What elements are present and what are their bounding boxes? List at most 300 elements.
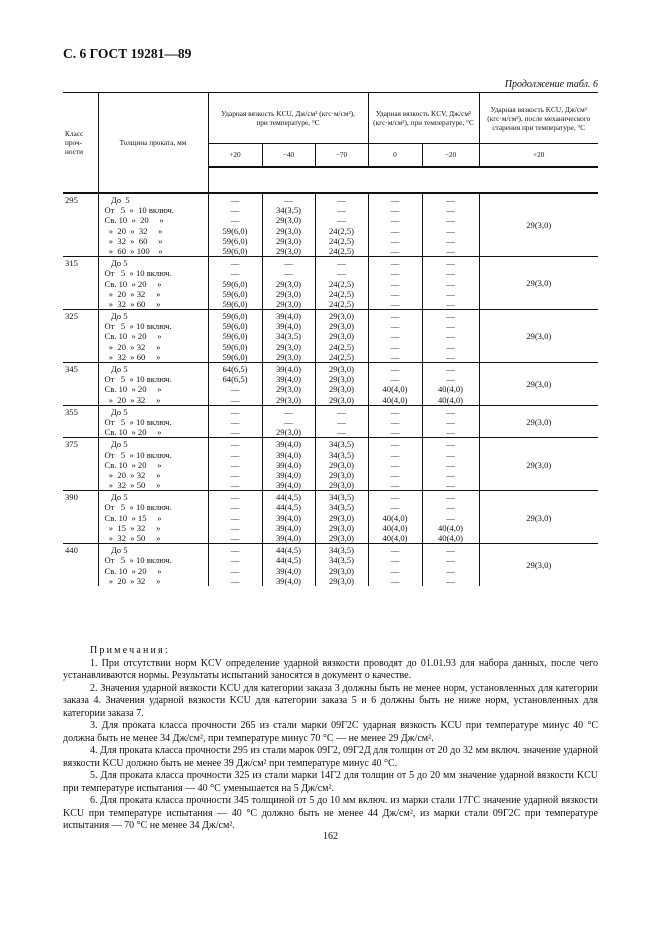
thickness-cell [98,438,208,491]
impact-value: — [230,449,240,460]
impact-value: — [390,268,400,279]
impact-value: 29(3,0) [328,533,355,543]
impact-value: 29(3,0) [328,364,355,374]
aged-impact-value: 29(3,0) [526,560,552,571]
impact-value: 40(4,0) [382,533,408,543]
impact-value: 34(3,5) [328,449,355,460]
strength-class: 390 [65,492,78,503]
impact-value: — [390,278,400,289]
value-cell [368,363,422,406]
impact-value: 24(2,5) [328,235,355,246]
impact-value: — [284,268,293,279]
impact-value: — [446,449,455,460]
thickness-range: От 5 » 10 включ. [104,416,172,427]
impact-value: — [446,195,455,205]
impact-value: 40(4,0) [382,512,408,523]
impact-value: — [230,268,240,279]
value-cell [315,257,368,310]
impact-value: 29(3,0) [275,351,302,362]
value-cell [262,363,315,406]
impact-value: — [446,321,455,332]
value-cell [315,438,368,491]
impact-value: — [446,258,455,269]
value-cell [208,405,262,438]
impact-value: — [390,555,400,566]
note-item: 5. Для проката класса прочности 325 из стали марки 14Г2 для толщин от 5 до 20 мм значение ударной вязкости KCU при температуре испытания — 40 °С уменьшается на 5 Дж/см². [63,770,598,794]
aged-value-cell [479,310,598,363]
impact-value: 29(3,0) [328,512,355,523]
value-cell [422,405,479,438]
aged-impact-value: 29(3,0) [526,512,552,523]
impact-value: 29(3,0) [328,321,355,332]
value-cell [208,438,262,491]
strength-class: 345 [65,364,78,374]
thickness-range: » 60 » 100 » [104,245,163,256]
value-cell [315,544,368,586]
value-cell [422,438,479,491]
value-cell [368,257,422,310]
impact-value: — [230,522,240,533]
impact-value: — [230,492,240,503]
thickness-range: » 32 » 60 » [104,351,161,362]
aged-value-cell [479,491,598,544]
impact-value: — [446,492,455,503]
page-header: С. 6 ГОСТ 19281—89 [63,46,192,61]
thickness-range: Св. 10 » 15 » [104,512,162,523]
impact-value: 59(6,0) [222,235,248,246]
thickness-range: » 20 » 32 » [104,288,161,299]
impact-value: — [446,416,455,427]
impact-value: — [337,416,346,427]
value-cell [208,363,262,406]
impact-value: — [230,406,240,417]
thickness-range: » 15 » 32 » [104,522,161,533]
impact-value: — [446,565,455,576]
impact-value: 29(3,0) [275,215,302,226]
thickness-range: От 5 » 10 включ. [104,502,172,513]
impact-value: 29(3,0) [275,394,302,405]
aged-value-cell [479,363,598,406]
impact-value: 59(6,0) [222,351,248,362]
aged-value-cell [479,544,598,586]
strength-class: 325 [65,311,78,322]
value-cell [422,544,479,586]
strength-class: 375 [65,439,78,450]
impact-value: 59(6,0) [222,288,248,299]
page-number: 162 [323,831,338,842]
impact-value: 59(6,0) [222,298,248,309]
impact-value: — [446,288,455,299]
impact-value: — [390,245,400,256]
thickness-range: Св. 10 » 20 » [104,427,162,438]
thickness-range: » 32 » 50 » [104,533,161,543]
value-cell [208,544,262,586]
impact-value: — [390,341,400,352]
impact-value: — [446,459,455,470]
class-group-row [63,257,598,310]
thickness-range: » 20 » 32 » [104,575,161,586]
impact-value: 29(3,0) [328,331,355,342]
impact-value: — [446,225,455,236]
impact-value: 59(6,0) [222,321,248,332]
note-item: 3. Для проката класса прочности 265 из стали марки 09Г2С ударная вязкость KCU при температуре минус 40 °С должна быть не менее 34 Дж/см², при температуре минус 70 °С — не менее 29 Дж/см². [63,720,598,744]
impact-value: — [390,364,400,374]
thickness-cell [98,491,208,544]
impact-value: 34(3,5) [328,555,355,566]
thickness-range: До 5 [104,364,128,374]
impact-value: 29(3,0) [275,427,302,438]
value-cell [315,310,368,363]
strength-class: 315 [65,258,78,269]
impact-strength-table [63,92,598,586]
value-cell [315,405,368,438]
impact-value: — [230,512,240,523]
impact-value: 59(6,0) [222,245,248,256]
aged-value-cell [479,257,598,310]
temp-kcu-minus40: −40 [262,144,315,168]
impact-value: — [390,492,400,503]
impact-value: — [230,575,240,586]
impact-value: 44(4,5) [275,492,302,503]
impact-value: — [390,311,400,322]
note-item: 1. При отсутствии норм KCV определение ударной вязкости проводят до 01.01.93 для набора данных, после чего устанавливаются нормы. Результаты испытаний заносятся в документ о качестве. [63,657,598,681]
impact-value: 34(3,5) [275,331,302,342]
value-cell [262,257,315,310]
impact-value: — [390,502,400,513]
strength-class-cell [63,405,98,438]
impact-value: — [284,195,293,205]
impact-value: 24(2,5) [328,288,355,299]
impact-value: — [230,258,240,269]
thickness-range: От 5 » 10 включ. [104,555,172,566]
impact-value: — [390,439,400,450]
impact-value: — [230,416,240,427]
impact-value: — [230,384,240,395]
impact-value: 59(6,0) [222,331,248,342]
value-cell [368,310,422,363]
impact-value: — [337,205,346,216]
impact-value: — [390,321,400,332]
thickness-cell [98,257,208,310]
notes-heading: Примечания: [90,645,170,656]
impact-value: 29(3,0) [328,522,355,533]
impact-value: — [390,331,400,342]
impact-value: — [390,575,400,586]
thickness-range: Св. 10 » 20 » [104,459,162,470]
impact-value: — [230,205,240,216]
impact-value: — [446,268,455,279]
temp-kcu-plus20: +20 [208,144,262,168]
impact-value: — [284,406,293,417]
thickness-range: » 20 » 32 » [104,469,161,480]
header-aged-group: Ударная вязкость KCU, Дж/см² (кгс·м/см²), после механического старения при температуре, °С [479,93,598,144]
strength-class: 295 [65,195,78,205]
header-class: Класс проч-ности [63,93,98,194]
note-item: 4. Для проката класса прочности 295 из стали марок 09Г2, 09Г2Д для толщин от 20 до 32 мм включ. значение ударной вязкости KCU должно быть не менее 39 Дж/см² при температуре минус 40 °С. [63,745,598,769]
thickness-range: Св. 10 » 20 » [104,565,162,576]
impact-value: 40(4,0) [382,384,408,395]
thickness-range: Св. 10 » 20 » [104,215,164,226]
impact-value: — [446,374,455,385]
impact-value: 39(4,0) [275,469,302,480]
impact-value: — [446,406,455,417]
value-cell [262,310,315,363]
header-kcu-group: Ударная вязкость KCU, Дж/см² (кгс·м/см²), при температуре, °С [208,93,368,144]
thickness-range: » 32 » 60 » [104,298,161,309]
aged-impact-value: 29(3,0) [526,331,552,342]
table-continuation-label: Продолжение табл. 6 [504,79,598,90]
impact-value: 29(3,0) [328,394,355,405]
impact-value: — [446,480,455,491]
note-item: 6. Для проката класса прочности 345 толщиной от 5 до 10 мм включ. из марки стали 17ГС значение ударной вязкости KCU при температуре испытания — 40 °С должно быть не менее 44 Дж/см², из марки стали 09Г2С при температуре испытания — 70 °С не менее 34 Дж/см². [63,795,598,831]
impact-value: 44(4,5) [275,545,302,556]
impact-value: 29(3,0) [275,225,302,236]
value-cell [208,310,262,363]
impact-value: 24(2,5) [328,351,355,362]
value-cell [208,491,262,544]
impact-value: 44(4,5) [275,502,302,513]
impact-value: — [390,235,400,246]
thickness-cell [98,363,208,406]
impact-value: 34(3,5) [328,545,355,556]
impact-value: — [446,245,455,256]
impact-value: — [446,575,455,586]
impact-value: — [390,298,400,309]
thickness-range: До 5 [104,311,128,322]
thickness-range: От 5 » 10 включ. [104,321,172,332]
impact-value: 44(4,5) [275,555,302,566]
impact-value: — [230,459,240,470]
impact-value: — [446,311,455,322]
impact-value: 34(3,5) [328,439,355,450]
value-cell [262,193,315,257]
impact-value: — [390,406,400,417]
impact-value: — [446,512,455,523]
impact-value: — [390,449,400,460]
impact-value: — [230,555,240,566]
aged-impact-value: 29(3,0) [526,278,552,289]
impact-value: 29(3,0) [275,245,302,256]
value-cell [262,491,315,544]
impact-value: — [446,235,455,246]
impact-value: 29(3,0) [275,341,302,352]
impact-value: 40(4,0) [437,522,464,533]
value-cell [368,491,422,544]
value-cell [368,405,422,438]
impact-value: — [230,565,240,576]
impact-value: — [390,258,400,269]
impact-value: 39(4,0) [275,565,302,576]
impact-value: — [284,258,293,269]
thickness-range: До 5 [104,492,128,503]
impact-value: 34(3,5) [328,502,355,513]
impact-value: — [446,469,455,480]
thickness-range: » 20 » 32 » [104,394,161,405]
impact-value: — [337,195,346,205]
class-group-row [63,405,598,438]
thickness-range: Св. 10 » 20 » [104,331,162,342]
impact-value: 29(3,0) [328,469,355,480]
impact-value: — [446,298,455,309]
strength-class-cell [63,491,98,544]
impact-value: — [446,278,455,289]
temp-kcu-minus70: −70 [315,144,368,168]
impact-value: 40(4,0) [437,394,464,405]
strength-class-cell [63,193,98,257]
impact-value: — [230,215,240,226]
aged-impact-value: 29(3,0) [526,379,552,390]
table-body [63,193,598,586]
impact-value: 29(3,0) [328,374,355,385]
value-cell [315,363,368,406]
impact-value: — [446,351,455,362]
value-cell [422,491,479,544]
impact-value: — [337,268,346,279]
thickness-range: От 5 » 10 включ. [104,374,172,385]
thickness-range: До 5 [104,195,130,205]
impact-value: 29(3,0) [328,480,355,491]
impact-value: — [230,427,240,438]
impact-value: — [230,533,240,543]
value-cell [422,310,479,363]
thickness-range: От 5 » 10 включ. [104,268,172,279]
thickness-range: До 5 [104,406,128,417]
impact-value: 29(3,0) [275,384,302,395]
impact-value: 39(4,0) [275,533,302,543]
impact-value: 39(4,0) [275,321,302,332]
impact-value: 29(3,0) [328,311,355,322]
impact-value: 34(3,5) [275,205,302,216]
thickness-cell [98,405,208,438]
impact-value: 39(4,0) [275,575,302,586]
impact-value: — [446,555,455,566]
value-cell [368,544,422,586]
impact-value: 40(4,0) [437,533,464,543]
value-cell [262,544,315,586]
value-cell [262,438,315,491]
impact-value: — [230,195,240,205]
value-cell [262,405,315,438]
impact-value: — [446,502,455,513]
impact-value: 29(3,0) [275,235,302,246]
impact-value: — [390,374,400,385]
impact-value: — [446,331,455,342]
impact-value: 39(4,0) [275,449,302,460]
impact-value: 39(4,0) [275,311,302,322]
impact-value: — [337,215,346,226]
header-kcv-group: Ударная вязкость KCV, Дж/см² (кгс·м/см²), при температуре, °С [368,93,479,144]
thickness-range: От 5 » 10 включ. [104,449,172,460]
temp-kcv-minus20: −20 [422,144,479,168]
impact-value: — [390,480,400,491]
impact-value: — [337,427,346,438]
aged-impact-value: 29(3,0) [526,220,552,231]
impact-value: — [446,427,455,438]
value-cell [208,257,262,310]
strength-class-cell [63,363,98,406]
impact-value: 59(6,0) [222,341,248,352]
impact-value: 29(3,0) [275,288,302,299]
impact-value: 24(2,5) [328,298,355,309]
impact-value: — [390,427,400,438]
impact-value: — [337,406,346,417]
impact-value: 24(2,5) [328,225,355,236]
impact-value: — [390,416,400,427]
impact-value: — [446,205,455,216]
aged-value-cell [479,405,598,438]
thickness-cell [98,310,208,363]
impact-value: 59(6,0) [222,225,248,236]
class-group-row [63,491,598,544]
value-cell [368,193,422,257]
impact-value: — [390,351,400,362]
impact-value: 39(4,0) [275,522,302,533]
value-cell [208,193,262,257]
thickness-cell [98,193,208,257]
impact-value: 39(4,0) [275,374,302,385]
impact-value: — [446,215,455,226]
impact-value: — [390,205,400,216]
impact-value: 64(6,5) [222,374,248,385]
impact-value: — [337,258,346,269]
impact-value: 24(2,5) [328,245,355,256]
impact-value: — [390,469,400,480]
impact-value: — [230,394,240,405]
impact-value: 29(3,0) [328,565,355,576]
impact-value: 34(3,5) [328,492,355,503]
impact-value: — [230,469,240,480]
impact-value: — [446,545,455,556]
thickness-range: Св. 10 » 20 » [104,278,162,289]
value-cell [315,491,368,544]
impact-value: 40(4,0) [382,522,408,533]
thickness-range: До 5 [104,258,128,269]
header-thickness: Толщина проката, мм [98,93,208,194]
strength-class-cell [63,257,98,310]
impact-value: — [390,225,400,236]
impact-value: — [230,502,240,513]
value-cell [422,363,479,406]
thickness-range: » 20 » 32 » [104,341,161,352]
impact-value: — [390,565,400,576]
notes-section [63,645,598,833]
impact-value: — [284,416,293,427]
impact-value: — [230,439,240,450]
impact-value: 24(2,5) [328,278,355,289]
aged-impact-value: 29(3,0) [526,459,552,470]
impact-value: 59(6,0) [222,278,248,289]
aged-value-cell [479,438,598,491]
note-item: 2. Значения ударной вязкости KCU для категории заказа 3 должны быть не менее норм, установленных для категории заказа 4. Значения ударной вязкости KCU для категории заказа 5 и 6 должны быть не ниже норм, установленных для категории заказа 7. [63,682,598,719]
impact-value: — [446,341,455,352]
class-group-row [63,193,598,257]
impact-value: 29(3,0) [275,298,302,309]
impact-value: 39(4,0) [275,439,302,450]
aged-impact-value: 29(3,0) [526,416,552,427]
class-group-row [63,310,598,363]
temp-kcv-0: 0 [368,144,422,168]
header-empty-row [208,167,598,193]
impact-value: — [230,480,240,491]
strength-class-cell [63,310,98,363]
impact-value: 29(3,0) [328,459,355,470]
strength-class: 355 [65,406,78,417]
impact-value: — [230,545,240,556]
value-cell [422,257,479,310]
impact-value: 59(6,0) [222,311,248,322]
thickness-range: От 5 » 10 включ. [104,205,174,216]
strength-class-cell [63,544,98,586]
